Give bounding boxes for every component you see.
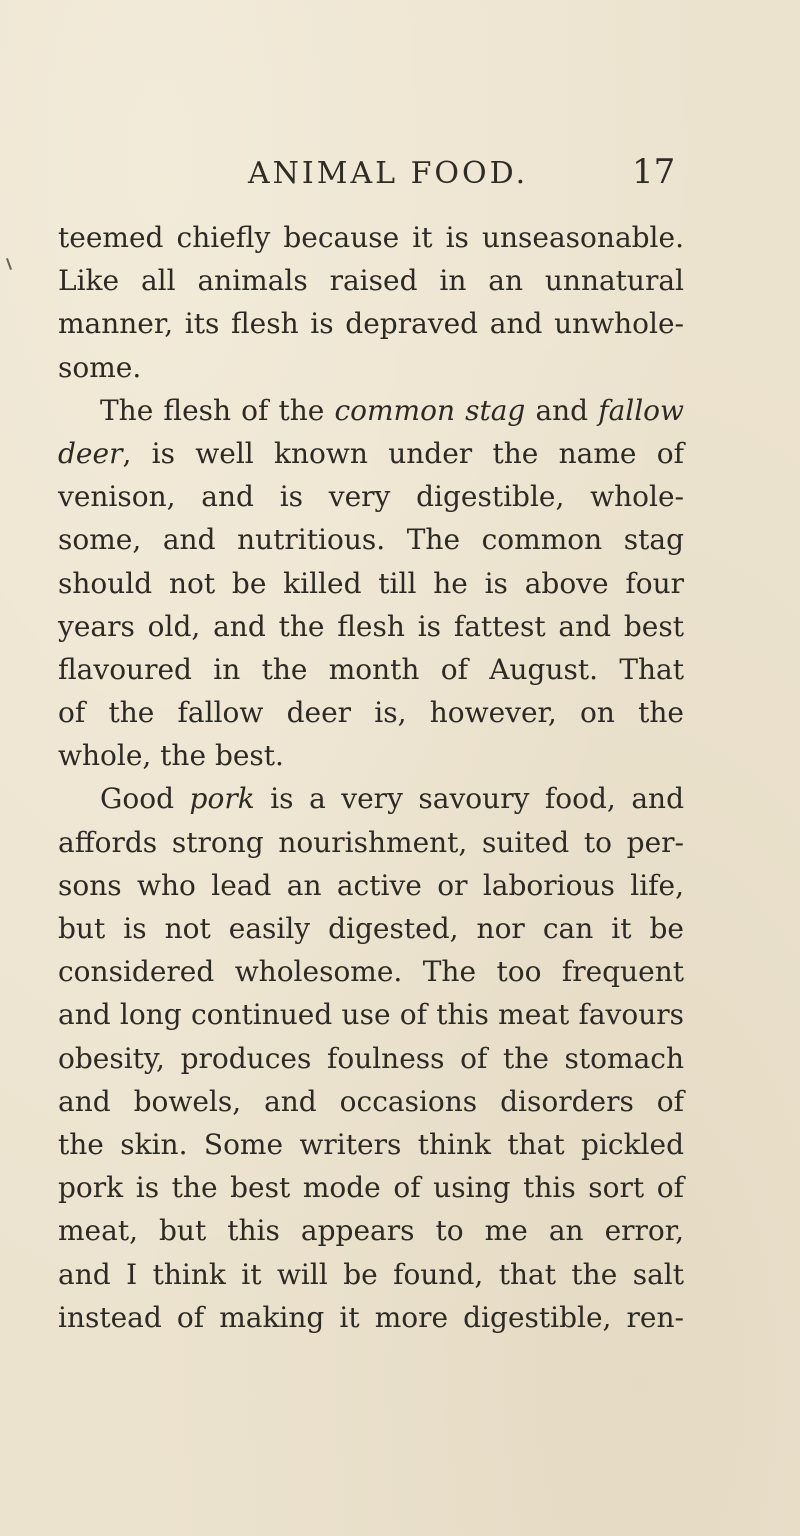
text-line: meat, but this appears to me an error, xyxy=(58,1214,684,1248)
running-title: ANIMAL FOOD. xyxy=(248,156,529,191)
text-line: some. xyxy=(58,350,142,384)
text-line: deer, is well known under the name of xyxy=(58,436,684,470)
text-line: and bowels, and occasions disorders of xyxy=(58,1084,684,1118)
page-number: 17 xyxy=(632,152,676,192)
text-line: obesity, produces foulness of the stomach xyxy=(58,1041,684,1075)
text-line: Like all animals raised in an unnatural xyxy=(58,264,684,298)
text-line: considered wholesome. The too frequent xyxy=(58,955,684,989)
text-line: sons who lead an active or laborious life, xyxy=(58,868,684,902)
text-line: venison, and is very digestible, whole- xyxy=(58,480,684,514)
text-line: should not be killed till he is above four xyxy=(58,566,684,600)
text-line: years old, and the flesh is fattest and best xyxy=(58,609,684,643)
italic-term: common stag xyxy=(334,393,526,427)
italic-term: deer xyxy=(58,436,123,470)
page-header xyxy=(0,152,800,196)
text-line: flavoured in the month of August. That xyxy=(58,652,684,686)
italic-term: pork xyxy=(189,782,255,816)
text-line: Good pork is a very savoury food, and xyxy=(100,782,685,816)
text-line: and long continued use of this meat favours xyxy=(58,998,684,1032)
text-line: teemed chiefly because it is unseasonable. xyxy=(58,221,684,254)
margin-mark xyxy=(6,258,12,270)
text-line: whole, the best. xyxy=(58,739,284,773)
body-text xyxy=(58,216,684,1339)
text-line: some, and nutritious. The common stag xyxy=(58,523,684,557)
italic-term: fallow xyxy=(598,393,685,427)
text-line: manner, its flesh is depraved and unwhole- xyxy=(58,307,684,341)
text-line: affords strong nourishment, suited to per- xyxy=(58,825,684,859)
text-line: the skin. Some writers think that pickled xyxy=(58,1127,684,1161)
text-line: and I think it will be found, that the salt xyxy=(58,1257,684,1291)
text-line: instead of making it more digestible, ren- xyxy=(58,1300,684,1334)
text-line: of the fallow deer is, however, on the xyxy=(58,696,684,730)
text-line: The flesh of the common stag and fallow xyxy=(100,393,685,427)
text-line: pork is the best mode of using this sort of xyxy=(58,1171,684,1205)
text-line: but is not easily digested, nor can it be xyxy=(58,912,684,945)
